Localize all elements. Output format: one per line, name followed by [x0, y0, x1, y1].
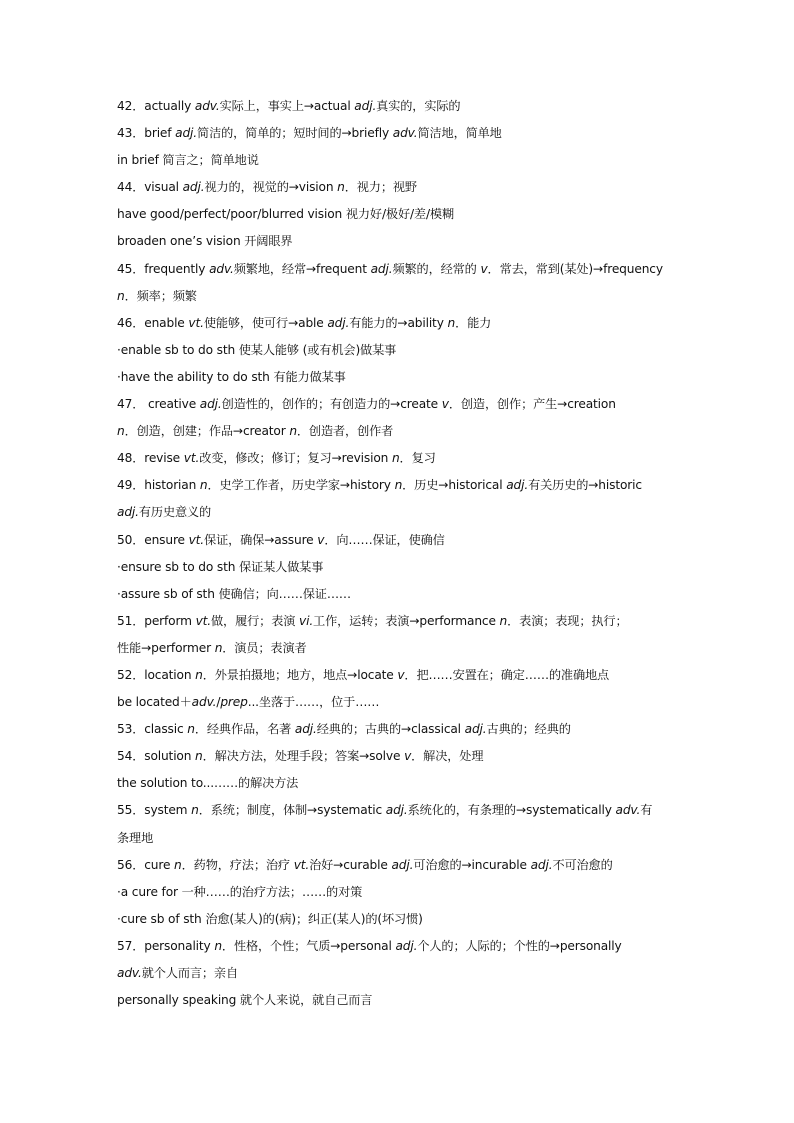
text-segment: ·cure sb of sth 治愈(某人)的(病)；纠正(某人)的(坏习惯) — [117, 911, 423, 926]
text-line — [117, 391, 682, 418]
part-of-speech-label: vt. — [188, 315, 204, 330]
text-segment: 个人的；人际的；个性的→personally — [417, 938, 622, 953]
text-segment: personally speaking 就个人来说，就自己而言 — [117, 993, 373, 1008]
text-segment: / — [216, 695, 221, 710]
text-segment: ．性格，个性；气质→personal — [221, 938, 396, 953]
part-of-speech-label: n — [174, 857, 182, 872]
text-segment: ．系统；制度，体制→systematic — [198, 803, 386, 818]
text-line — [117, 310, 682, 337]
text-segment: ．复习 — [399, 451, 436, 466]
part-of-speech-label: adj. — [175, 126, 198, 141]
part-of-speech-label: n — [391, 451, 400, 466]
text-segment: ·a cure for 一种……的治疗方法；……的对策 — [117, 884, 363, 899]
text-segment: ．创造，创作；产生→creation — [448, 397, 616, 412]
part-of-speech-label: n — [337, 180, 345, 195]
text-segment: ．向……保证，使确信 — [324, 532, 445, 547]
text-line — [117, 174, 682, 201]
text-line — [117, 554, 682, 581]
part-of-speech-label: adj. — [464, 722, 487, 737]
text-segment: ．史学工作者，历史学家→history — [207, 478, 395, 493]
text-segment: ．视力；视野 — [344, 180, 417, 195]
text-segment: 做，履行；表演 — [211, 613, 300, 628]
text-line — [117, 418, 682, 445]
text-line — [117, 662, 682, 689]
part-of-speech-label: v — [404, 749, 412, 764]
part-of-speech-label: n — [195, 667, 203, 682]
part-of-speech-label: v — [397, 667, 405, 682]
part-of-speech-label: n — [195, 749, 203, 764]
text-segment: ．解决方法，处理手段；答案→solve — [202, 749, 405, 764]
text-segment: 治好→curable — [309, 857, 392, 872]
text-segment: 有历史意义的 — [138, 505, 212, 520]
text-line — [117, 635, 682, 662]
text-line — [117, 93, 682, 120]
text-segment: 频繁的，经常的 — [392, 261, 481, 276]
text-segment: ．表演；表现；执行； — [507, 613, 628, 628]
text-segment: ．常去，常到(某处)→frequency — [487, 261, 663, 276]
text-segment: ．药物，疗法；治疗 — [181, 857, 294, 872]
part-of-speech-label: adj. — [385, 803, 408, 818]
text-segment: 有 — [640, 803, 653, 818]
text-line — [117, 283, 682, 310]
text-segment: ．创造，创建；作品→creator — [124, 424, 290, 439]
text-line — [117, 256, 682, 283]
part-of-speech-label: adj. — [395, 938, 418, 953]
part-of-speech-label: n — [447, 315, 456, 330]
text-segment: the solution to...……的解决方法 — [117, 776, 299, 791]
text-line — [117, 445, 682, 472]
part-of-speech-label: adj. — [182, 180, 205, 195]
text-segment: have good/perfect/poor/blurred vision 视力好/极好/差/模糊 — [117, 207, 455, 222]
part-of-speech-label: n — [499, 613, 508, 628]
text-segment: ．把……安置在；确定……的准确地点 — [404, 667, 610, 682]
text-segment: 52．location — [117, 667, 196, 682]
text-line — [117, 472, 682, 499]
text-segment: 44．visual — [117, 180, 183, 195]
part-of-speech-label: adj. — [370, 261, 393, 276]
text-line — [117, 987, 682, 1014]
text-segment: ·ensure sb to do sth 保证某人做某事 — [117, 559, 324, 574]
text-line — [117, 527, 682, 554]
text-segment: ．外景拍摄地；地方，地点→locate — [202, 667, 398, 682]
part-of-speech-label: adj. — [199, 397, 222, 412]
part-of-speech-label: adv. — [209, 261, 234, 276]
part-of-speech-label: adj. — [327, 315, 350, 330]
text-segment: ...坐落于……，位于…… — [247, 695, 380, 710]
part-of-speech-label: v — [480, 261, 488, 276]
part-of-speech-label: n — [187, 722, 195, 737]
text-segment: 实际上，事实上→actual — [219, 99, 355, 113]
text-segment: 50．ensure — [117, 532, 189, 547]
text-segment: 简洁地，简单地 — [417, 126, 502, 141]
part-of-speech-label: adv. — [615, 803, 641, 818]
text-segment: ·have the ability to do sth 有能力做某事 — [117, 369, 346, 384]
part-of-speech-label: adj. — [506, 478, 529, 493]
part-of-speech-label: n — [199, 478, 208, 493]
text-line — [117, 608, 682, 635]
part-of-speech-label: n — [117, 424, 125, 439]
part-of-speech-label: n — [394, 478, 403, 493]
text-line — [117, 228, 682, 255]
part-of-speech-label: adj. — [391, 857, 414, 872]
text-segment: ·enable sb to do sth 使某人能够 (或有机会)做某事 — [117, 342, 397, 357]
document-page — [117, 93, 682, 1014]
text-line — [117, 797, 682, 824]
part-of-speech-label: adv. — [191, 695, 217, 710]
part-of-speech-label: v — [441, 397, 449, 412]
text-line — [117, 716, 682, 743]
text-segment: 创造性的，创作的；有创造力的→create — [221, 397, 442, 412]
part-of-speech-label: vi. — [299, 613, 314, 628]
part-of-speech-label: vt. — [183, 451, 200, 466]
part-of-speech-label: n — [214, 938, 222, 953]
text-line — [117, 201, 682, 228]
text-line — [117, 337, 682, 364]
part-of-speech-label: vt. — [195, 613, 212, 628]
part-of-speech-label: adj. — [294, 722, 317, 737]
text-segment: 53．classic — [117, 722, 188, 737]
text-line — [117, 147, 682, 174]
text-segment: 有关历史的→historic — [528, 478, 642, 493]
part-of-speech-label: v — [317, 532, 325, 547]
part-of-speech-label: n — [214, 640, 223, 655]
text-segment: 工作，运转；表演→performance — [313, 613, 500, 628]
part-of-speech-label: n — [117, 288, 125, 303]
text-segment: 57．personality — [117, 938, 215, 953]
text-segment: 54．solution — [117, 749, 196, 764]
text-segment: 视力的，视觉的→vision — [204, 180, 338, 195]
text-line — [117, 825, 682, 852]
part-of-speech-label: adv. — [392, 126, 418, 141]
text-segment: 保证，确保→assure — [204, 532, 318, 547]
text-line — [117, 770, 682, 797]
text-segment: 42．actually — [117, 99, 195, 113]
text-segment: ·assure sb of sth 使确信；向……保证…… — [117, 586, 351, 601]
text-segment: 56．cure — [117, 857, 175, 872]
text-segment: ．历史→historical — [402, 478, 507, 493]
text-line — [117, 689, 682, 716]
text-segment: 47． creative — [117, 397, 200, 412]
text-line — [117, 581, 682, 608]
text-segment: 不可治愈的 — [552, 857, 613, 872]
part-of-speech-label: n — [191, 803, 199, 818]
text-segment: 48．revise — [117, 451, 184, 466]
text-segment: 55．system — [117, 803, 192, 818]
text-segment: in brief 简言之；简单地说 — [117, 153, 259, 168]
text-segment: 条理地 — [117, 830, 154, 845]
part-of-speech-label: adv. — [194, 99, 220, 113]
text-segment: 经典的；古典的→classical — [316, 722, 465, 737]
text-segment: 改变，修改；修订；复习→revision — [199, 451, 392, 466]
text-line — [117, 120, 682, 147]
text-segment: ．解决，处理 — [411, 749, 484, 764]
part-of-speech-label: n — [289, 424, 297, 439]
text-segment: ．演员；表演者 — [222, 640, 307, 655]
part-of-speech-label: prep — [220, 695, 248, 710]
text-line — [117, 933, 682, 960]
text-segment: 45．frequently — [117, 261, 210, 276]
text-segment: 真实的，实际的 — [376, 99, 461, 113]
text-segment: 43．brief — [117, 126, 176, 141]
text-line — [117, 499, 682, 526]
part-of-speech-label: vt. — [188, 532, 205, 547]
text-segment: 可治愈的→incurable — [413, 857, 531, 872]
text-segment: ．创造者，创作者 — [296, 424, 394, 439]
part-of-speech-label: adj. — [354, 99, 377, 113]
text-segment: 简洁的，简单的；短时间的→briefly — [197, 126, 393, 141]
text-segment: 就个人而言；亲自 — [141, 966, 239, 980]
text-line — [117, 364, 682, 391]
part-of-speech-label: adv. — [117, 966, 142, 980]
text-segment: ．频率；频繁 — [124, 288, 197, 303]
text-line — [117, 743, 682, 770]
part-of-speech-label: vt. — [293, 857, 310, 872]
text-line — [117, 879, 682, 906]
text-segment: 46．enable — [117, 315, 189, 330]
text-segment: 有能力的→ability — [349, 315, 448, 330]
part-of-speech-label: adj. — [117, 505, 139, 520]
text-segment: 古典的；经典的 — [486, 722, 571, 737]
part-of-speech-label: adj. — [530, 857, 553, 872]
text-segment: 使能够，使可行→able — [203, 315, 328, 330]
text-segment: 49．historian — [117, 478, 200, 493]
text-segment: be located＋ — [117, 695, 192, 710]
text-segment: 51．perform — [117, 613, 196, 628]
text-line — [117, 960, 682, 987]
text-line — [117, 906, 682, 933]
text-segment: 频繁地，经常→frequent — [233, 261, 371, 276]
text-segment: ．能力 — [455, 315, 492, 330]
text-segment: ．经典作品，名著 — [194, 722, 295, 737]
text-segment: broaden one’s vision 开阔眼界 — [117, 234, 293, 249]
text-line — [117, 852, 682, 879]
text-segment: 性能→performer — [117, 640, 215, 655]
text-segment: 系统化的，有条理的→systematically — [407, 803, 616, 818]
